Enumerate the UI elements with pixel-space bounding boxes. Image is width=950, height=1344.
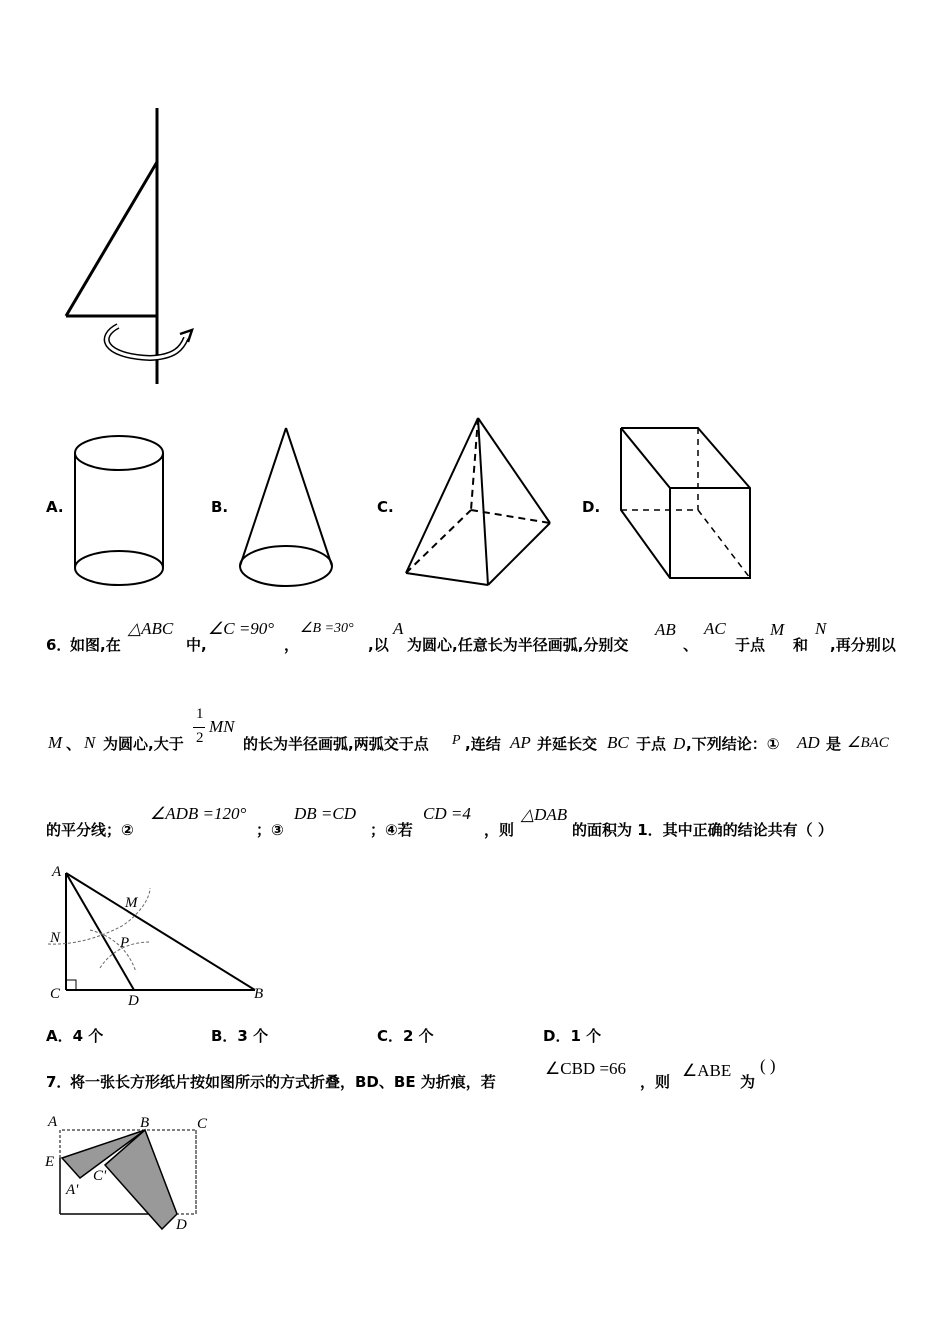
fig7-label-a: A — [48, 1114, 58, 1130]
fraction-denominator: 2 — [196, 730, 204, 746]
angle-b: ∠B =30° — [300, 621, 354, 636]
q6-option-d[interactable]: D．1 个 — [543, 1027, 602, 1045]
angle-abe: ∠ABE — [682, 1061, 732, 1080]
q6-option-a[interactable]: A．4 个 — [46, 1027, 104, 1045]
triangle-abc: △ABC — [128, 619, 174, 638]
fig7-label-a-prime: A' — [66, 1182, 79, 1198]
point-a: A — [393, 619, 404, 638]
fig6-label-a: A — [52, 864, 62, 880]
fig7-label-c-prime: C' — [93, 1168, 107, 1184]
fig6-label-c: C — [50, 986, 61, 1002]
option-c-label: C. — [377, 498, 394, 516]
fig7-label-c: C — [197, 1116, 208, 1132]
option-d-label: D. — [582, 498, 601, 516]
fig7-label-e: E — [45, 1154, 55, 1170]
option-b-label: B. — [211, 498, 229, 516]
angle-c: ∠C =90° — [208, 619, 275, 638]
option-a-label: A. — [46, 498, 64, 516]
fig7-label-b: B — [140, 1115, 150, 1131]
angle-cbd: ∠CBD =66 — [545, 1059, 627, 1078]
q6-option-b[interactable]: B．3 个 — [211, 1027, 269, 1045]
angle-adb: ∠ADB =120° — [150, 804, 247, 823]
fig6-label-d: D — [128, 993, 139, 1009]
q6-number: 6． — [46, 636, 72, 654]
fig7-label-d: D — [176, 1217, 187, 1233]
q7-number: 7． — [46, 1073, 72, 1091]
fig6-label-b: B — [254, 986, 264, 1002]
fraction-numerator: 1 — [196, 706, 204, 722]
fig6-label-p: P — [120, 935, 130, 951]
fig6-label-n: N — [50, 930, 61, 946]
fig6-label-m: M — [125, 895, 138, 911]
q6-option-c[interactable]: C．2 个 — [377, 1027, 434, 1045]
